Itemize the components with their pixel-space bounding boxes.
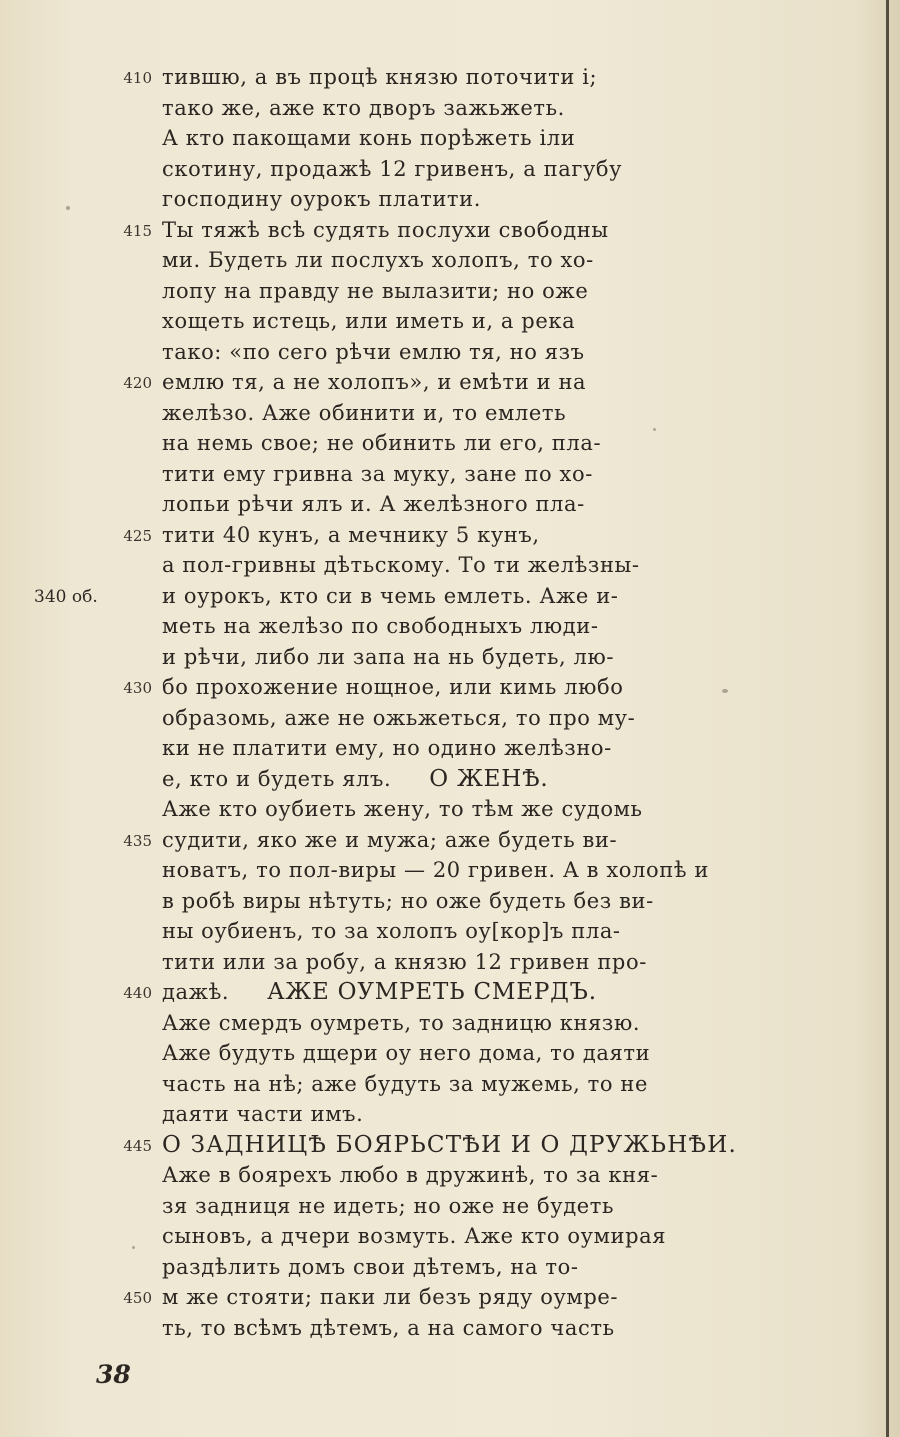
- text-row: [0, 62, 900, 93]
- line-text: тити 40 кунъ, а мечнику 5 кунъ,: [162, 522, 540, 547]
- text-line: [162, 703, 635, 733]
- text-line: [162, 367, 586, 397]
- line-text: А кто пакощами конь порѣжеть іли: [162, 126, 576, 150]
- line-text: скотину, продажѣ 12 гривенъ, а пагубу: [162, 156, 623, 181]
- text-line: [162, 855, 709, 885]
- line-text: Аже в боярехъ любо в дружинѣ, то за кня-: [162, 1163, 659, 1187]
- text-row: [0, 520, 900, 551]
- line-text: хощеть истець, или иметь и, а река: [162, 309, 576, 333]
- text-line: [162, 1191, 614, 1221]
- text-row: [0, 642, 900, 673]
- text-line: [162, 428, 601, 458]
- text-row: [0, 1160, 900, 1191]
- line-text: часть на нѣ; аже будуть за мужемь, то не: [162, 1071, 649, 1096]
- text-row: [0, 1313, 900, 1344]
- text-line: [162, 1252, 579, 1282]
- text-line: [162, 276, 588, 306]
- text-row: [0, 1130, 900, 1161]
- text-line: [162, 123, 575, 153]
- line-text: желѣзо. Аже обинити и, то емлеть: [162, 400, 567, 425]
- line-text: зя задниця не идеть; но оже не будеть: [162, 1193, 615, 1218]
- text-line: [162, 398, 566, 428]
- text-row: [0, 855, 900, 886]
- line-text: м же стояти; паки ли безъ ряду оумре-: [162, 1285, 619, 1309]
- text-row: [0, 1099, 900, 1130]
- line-text: емлю тя, а не холопъ», и емѣти и на: [162, 370, 587, 394]
- text-row: [0, 1038, 900, 1069]
- line-text: ны оубиенъ, то за холопъ оу[кор]ъ пла-: [162, 919, 621, 943]
- line-number: 410: [123, 69, 152, 87]
- line-text: а пол-гривны дѣтьскому. То ти желѣзны-: [162, 553, 640, 577]
- text-line: [162, 642, 614, 672]
- line-text: судити, яко же и мужа; аже будеть ви-: [162, 827, 618, 852]
- line-text: ми. Будеть ли послухъ холопъ, то хо-: [162, 248, 594, 272]
- line-text: тити или за робу, а князю 12 гривен про-: [162, 949, 647, 974]
- text-line: [162, 672, 623, 702]
- text-line: [162, 1130, 737, 1160]
- text-line: [162, 611, 599, 641]
- text-line: [162, 520, 540, 550]
- line-text: тако: «по сего рѣчи емлю тя, но язъ: [162, 339, 585, 364]
- text-row: [0, 367, 900, 398]
- text-row: [0, 733, 900, 764]
- line-text: в робѣ виры нѣтуть; но оже будеть без ви-: [162, 888, 654, 913]
- line-text: тако же, аже кто дворъ зажьжеть.: [162, 95, 565, 120]
- text-row: [0, 123, 900, 154]
- text-row: [0, 276, 900, 307]
- line-number: 450: [123, 1289, 152, 1307]
- text-row: [0, 245, 900, 276]
- section-heading: О ЗАДНИЦѢ БОЯРЬСТѢИ И О ДРУЖЬНѢИ.: [162, 1131, 737, 1158]
- line-number: 425: [123, 526, 152, 545]
- text-line: [162, 1038, 650, 1068]
- text-row: [0, 794, 900, 825]
- line-text: Аже будуть дщери оу него дома, то даяти: [162, 1041, 651, 1065]
- text-line: [162, 977, 597, 1007]
- text-line: [162, 764, 549, 794]
- text-line: [162, 489, 585, 519]
- text-row: [0, 672, 900, 703]
- text-line: [162, 916, 621, 946]
- page-number: 38: [96, 1360, 131, 1389]
- line-text: дажѣ.: [162, 980, 230, 1004]
- text-row: [0, 428, 900, 459]
- text-row: [0, 550, 900, 581]
- line-text: бо прохожение нощное, или кимь любо: [162, 675, 624, 699]
- line-text: новатъ, то пол-виры — 20 гривен. А в холопѣ и: [162, 858, 709, 882]
- text-row: [0, 947, 900, 978]
- line-number: 420: [123, 374, 152, 392]
- text-row: [0, 1221, 900, 1252]
- section-heading: АЖЕ ОУМРЕТЬ СМЕРДЪ.: [267, 979, 597, 1005]
- text-block: [0, 62, 900, 1343]
- text-line: [162, 154, 622, 184]
- text-row: [0, 703, 900, 734]
- text-line: [162, 245, 594, 275]
- line-number: 445: [123, 1136, 152, 1155]
- text-row: [0, 581, 900, 612]
- line-text: и оурокъ, кто си в чемь емлеть. Аже и-: [162, 583, 619, 608]
- text-line: [162, 1221, 666, 1251]
- text-row: [0, 1008, 900, 1039]
- text-row: [0, 398, 900, 429]
- text-row: [0, 215, 900, 246]
- line-text: раздѣлить домъ свои дѣтемъ, на то-: [162, 1254, 579, 1279]
- line-text: даяти части имъ.: [162, 1102, 364, 1126]
- text-row: [0, 337, 900, 368]
- text-line: [162, 459, 593, 489]
- line-text: лопьи рѣчи ялъ и. А желѣзного пла-: [162, 492, 585, 516]
- text-row: [0, 459, 900, 490]
- text-line: [162, 337, 585, 367]
- line-text: Аже кто оубиеть жену, то тѣм же судомь: [162, 797, 643, 821]
- text-row: [0, 1252, 900, 1283]
- text-row: [0, 306, 900, 337]
- text-line: [162, 62, 597, 92]
- text-row: [0, 611, 900, 642]
- line-text: меть на желѣзо по свободныхъ люди-: [162, 614, 599, 638]
- folio-mark: 340 об.: [34, 586, 98, 607]
- text-row: [0, 184, 900, 215]
- line-text: и рѣчи, либо ли запа на нь будеть, лю-: [162, 644, 615, 669]
- text-line: [162, 1313, 615, 1343]
- text-line: [162, 184, 481, 214]
- text-row: [0, 1069, 900, 1100]
- text-line: [162, 825, 617, 855]
- line-text: тити ему гривна за муку, зане по хо-: [162, 461, 593, 486]
- text-row: [0, 1282, 900, 1313]
- text-row: [0, 764, 900, 795]
- text-row: [0, 825, 900, 856]
- line-number: 430: [123, 679, 152, 697]
- text-row: [0, 886, 900, 917]
- line-text: Ты тяжѣ всѣ судять послухи свободны: [162, 217, 609, 242]
- line-text: образомь, аже не ожьжеться, то про му-: [162, 705, 636, 730]
- line-text: е, кто и будеть ялъ.: [162, 766, 392, 791]
- section-heading: О ЖЕНѢ.: [429, 765, 549, 792]
- text-line: [162, 1008, 640, 1038]
- text-line: [162, 550, 640, 580]
- text-row: [0, 977, 900, 1008]
- text-line: [162, 1160, 658, 1190]
- text-line: [162, 733, 612, 763]
- line-text: ть, то всѣмъ дѣтемъ, а на самого часть: [162, 1315, 615, 1340]
- text-row: [0, 1191, 900, 1222]
- text-row: [0, 489, 900, 520]
- line-text: лопу на правду не вылазити; но оже: [162, 278, 589, 303]
- line-text: господину оурокъ платити.: [162, 187, 482, 211]
- line-number: 440: [123, 984, 152, 1002]
- line-text: на немь свое; не обинить ли его, пла-: [162, 431, 602, 455]
- line-text: ки не платити ему, но одино желѣзно-: [162, 736, 612, 760]
- line-number: 435: [123, 831, 152, 850]
- text-line: [162, 947, 647, 977]
- text-line: [162, 581, 619, 611]
- text-line: [162, 306, 575, 336]
- text-line: [162, 1069, 648, 1099]
- text-line: [162, 93, 565, 123]
- line-text: Аже смердъ оумреть, то задницю князю.: [162, 1010, 641, 1035]
- text-line: [162, 1099, 363, 1129]
- line-text: сыновъ, а дчери возмуть. Аже кто оумирая: [162, 1224, 667, 1248]
- text-row: [0, 93, 900, 124]
- text-line: [162, 1282, 618, 1312]
- text-line: [162, 215, 609, 245]
- text-row: [0, 154, 900, 185]
- line-text: тившю, а въ процѣ князю поточити і;: [162, 65, 598, 89]
- text-row: [0, 916, 900, 947]
- text-line: [162, 886, 654, 916]
- text-line: [162, 794, 643, 824]
- line-number: 415: [123, 221, 152, 240]
